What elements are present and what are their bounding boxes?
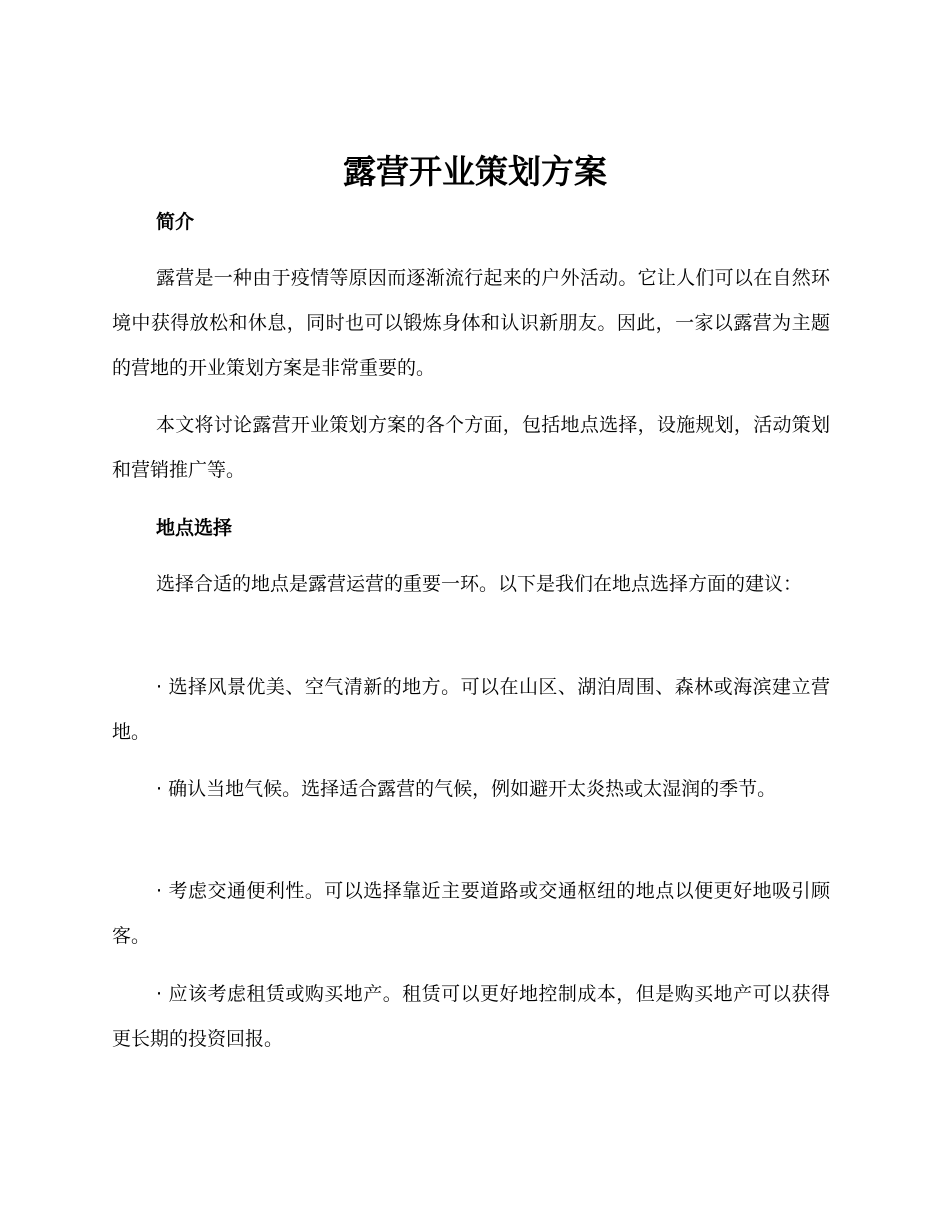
location-bullet-4: · 应该考虑租赁或购买地产。租赁可以更好地控制成本，但是购买地产可以获得更长期的投资回报。 <box>112 983 830 1050</box>
location-bullet-1: · 选择风景优美、空气清新的地方。可以在山区、湖泊周围、森林或海滨建立营地。 <box>112 676 830 743</box>
intro-paragraph-1: 露营是一种由于疫情等原因而逐渐流行起来的户外活动。它让人们可以在自然环境中获得放松和休息，同时也可以锻炼身体和认识新朋友。因此，一家以露营为主题的营地的开业策划方案是非常重要的。 <box>112 267 830 379</box>
location-intro-paragraph: 选择合适的地点是露营运营的重要一环。以下是我们在地点选择方面的建议： <box>156 573 803 595</box>
intro-paragraph-2: 本文将讨论露营开业策划方案的各个方面，包括地点选择，设施规划，活动策划和营销推广等。 <box>112 414 830 481</box>
location-bullet-2: · 确认当地气候。选择适合露营的气候，例如避开太炎热或太湿润的季节。 <box>156 778 777 800</box>
section-heading-intro: 简介 <box>156 211 195 233</box>
document-title: 露营开业策划方案 <box>343 152 607 191</box>
location-bullet-3: · 考虑交通便利性。可以选择靠近主要道路或交通枢纽的地点以便更好地吸引顾客。 <box>112 880 830 947</box>
section-heading-location: 地点选择 <box>156 517 233 539</box>
